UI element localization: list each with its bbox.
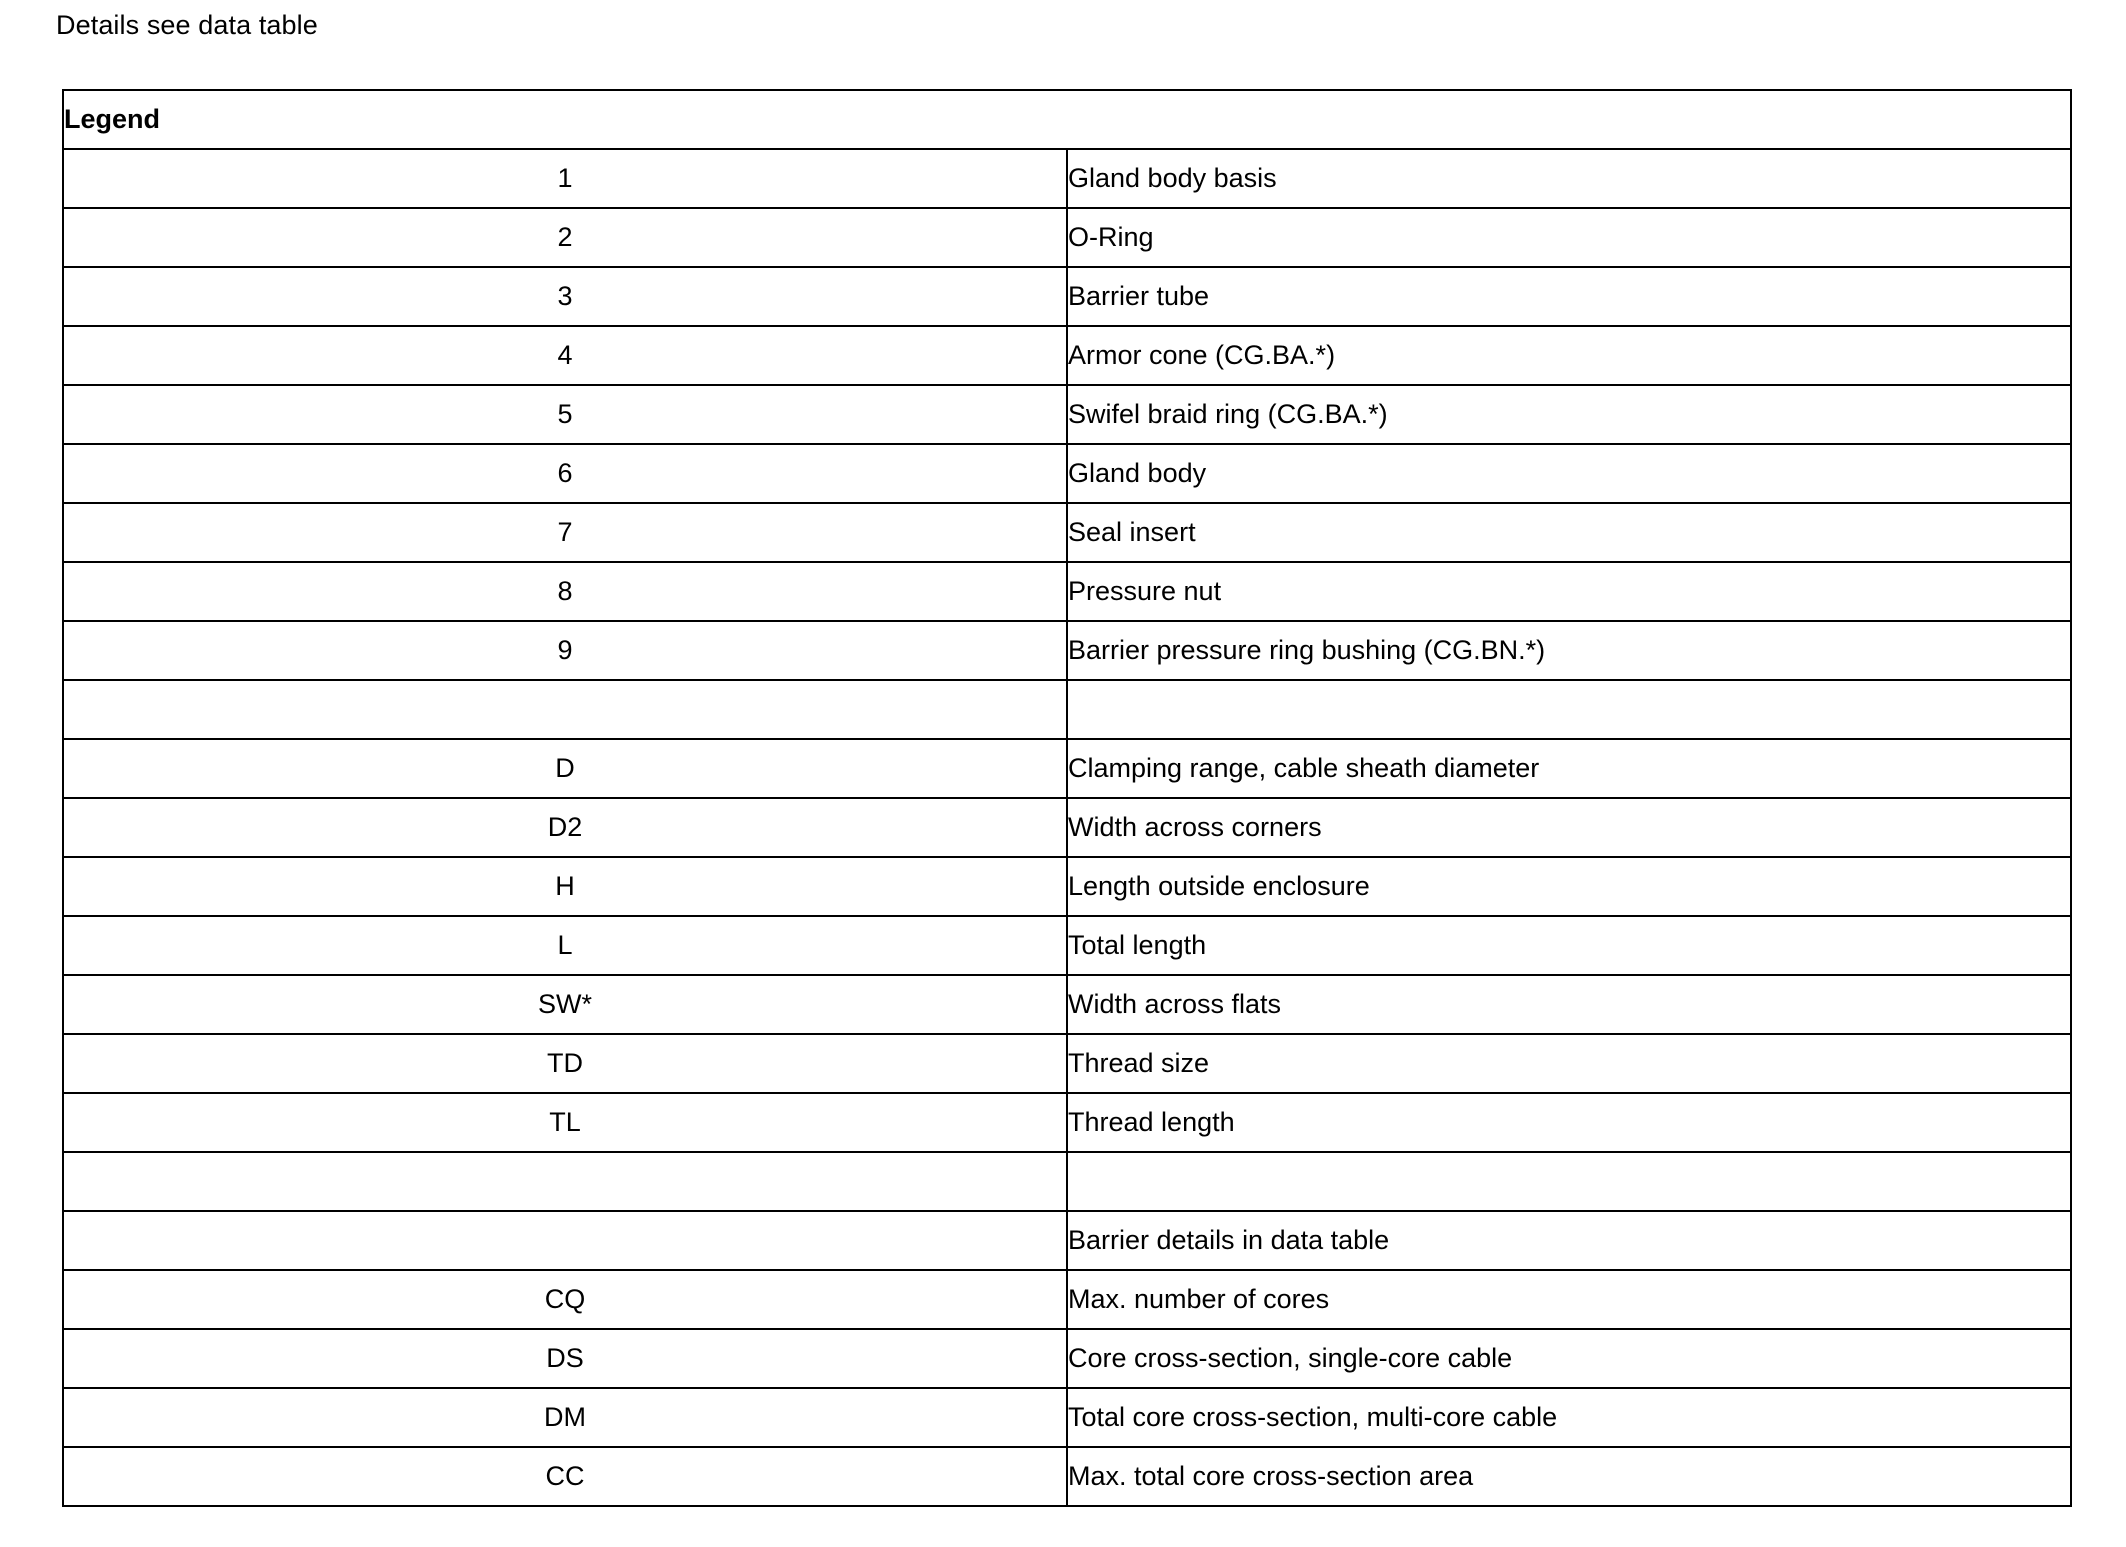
legend-description: Seal insert — [1067, 503, 2071, 562]
legend-table — [62, 89, 2072, 1507]
table-row — [63, 1034, 2071, 1093]
legend-table-body — [63, 90, 2071, 1506]
legend-description: O-Ring — [1067, 208, 2071, 267]
legend-description: Clamping range, cable sheath diameter — [1067, 739, 2071, 798]
table-row — [63, 739, 2071, 798]
table-row — [63, 208, 2071, 267]
table-row — [63, 503, 2071, 562]
table-row — [63, 267, 2071, 326]
legend-key: 2 — [63, 208, 1067, 267]
legend-key — [63, 1211, 1067, 1270]
legend-key: 1 — [63, 149, 1067, 208]
table-row — [63, 798, 2071, 857]
legend-description: Max. total core cross-section area — [1067, 1447, 2071, 1506]
legend-key: 3 — [63, 267, 1067, 326]
table-row — [63, 975, 2071, 1034]
legend-key: D2 — [63, 798, 1067, 857]
legend-description: Max. number of cores — [1067, 1270, 2071, 1329]
table-row — [63, 149, 2071, 208]
legend-description: Thread length — [1067, 1093, 2071, 1152]
legend-description: Total core cross-section, multi-core cable — [1067, 1388, 2071, 1447]
legend-description: Thread size — [1067, 1034, 2071, 1093]
legend-description: Swifel braid ring (CG.BA.*) — [1067, 385, 2071, 444]
legend-description — [1067, 1152, 2071, 1211]
table-row — [63, 444, 2071, 503]
legend-description: Width across flats — [1067, 975, 2071, 1034]
table-row — [63, 562, 2071, 621]
table-row — [63, 1211, 2071, 1270]
legend-description: Core cross-section, single-core cable — [1067, 1329, 2071, 1388]
table-row — [63, 1270, 2071, 1329]
legend-key: SW* — [63, 975, 1067, 1034]
legend-key: D — [63, 739, 1067, 798]
legend-key: H — [63, 857, 1067, 916]
intro-note: Details see data table — [56, 10, 318, 40]
legend-key: 4 — [63, 326, 1067, 385]
legend-description: Pressure nut — [1067, 562, 2071, 621]
legend-key: CQ — [63, 1270, 1067, 1329]
legend-key: TD — [63, 1034, 1067, 1093]
legend-key: 9 — [63, 621, 1067, 680]
legend-description: Width across corners — [1067, 798, 2071, 857]
table-row — [63, 857, 2071, 916]
legend-key: 6 — [63, 444, 1067, 503]
legend-title-row — [63, 90, 2071, 149]
legend-table-container — [62, 89, 2072, 1507]
legend-description: Barrier tube — [1067, 267, 2071, 326]
legend-description: Total length — [1067, 916, 2071, 975]
legend-description — [1067, 680, 2071, 739]
legend-key: TL — [63, 1093, 1067, 1152]
table-row — [63, 1388, 2071, 1447]
table-row — [63, 621, 2071, 680]
legend-key: 8 — [63, 562, 1067, 621]
legend-key: L — [63, 916, 1067, 975]
legend-key: CC — [63, 1447, 1067, 1506]
table-row — [63, 326, 2071, 385]
table-row — [63, 385, 2071, 444]
legend-key: DS — [63, 1329, 1067, 1388]
legend-description: Barrier details in data table — [1067, 1211, 2071, 1270]
legend-key: 5 — [63, 385, 1067, 444]
legend-title: Legend — [63, 90, 2071, 149]
legend-key — [63, 680, 1067, 739]
table-row — [63, 1329, 2071, 1388]
legend-description: Gland body — [1067, 444, 2071, 503]
table-row — [63, 916, 2071, 975]
legend-key — [63, 1152, 1067, 1211]
table-row-spacer — [63, 680, 2071, 739]
table-row — [63, 1447, 2071, 1506]
legend-key: DM — [63, 1388, 1067, 1447]
legend-description: Length outside enclosure — [1067, 857, 2071, 916]
legend-description: Armor cone (CG.BA.*) — [1067, 326, 2071, 385]
table-row — [63, 1093, 2071, 1152]
legend-key: 7 — [63, 503, 1067, 562]
legend-description: Gland body basis — [1067, 149, 2071, 208]
table-row-spacer — [63, 1152, 2071, 1211]
legend-description: Barrier pressure ring bushing (CG.BN.*) — [1067, 621, 2071, 680]
